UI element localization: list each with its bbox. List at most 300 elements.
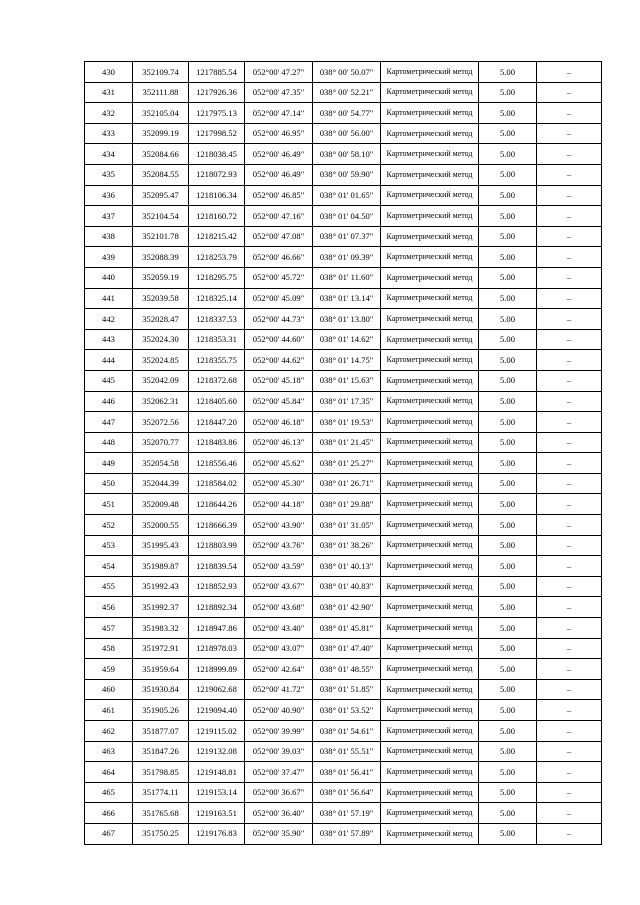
cell-x-coordinate: 351905.26 xyxy=(133,700,189,721)
cell-note: – xyxy=(537,329,602,350)
cell-point-number: 447 xyxy=(85,412,133,433)
table-row xyxy=(85,309,602,330)
cell-longitude: 038° 01' 54.61" xyxy=(313,721,381,742)
cell-x-coordinate: 352042.09 xyxy=(133,370,189,391)
table-row xyxy=(85,185,602,206)
cell-y-coordinate: 1218556.46 xyxy=(189,453,245,474)
cell-accuracy: 5.00 xyxy=(479,350,537,371)
cell-longitude: 038° 01' 15.63" xyxy=(313,370,381,391)
cell-method: Картометрический метод xyxy=(381,762,479,783)
cell-x-coordinate: 351847.26 xyxy=(133,741,189,762)
cell-note: – xyxy=(537,370,602,391)
cell-note: – xyxy=(537,164,602,185)
table-row xyxy=(85,103,602,124)
cell-longitude: 038° 00' 54.77" xyxy=(313,103,381,124)
cell-method: Картометрический метод xyxy=(381,453,479,474)
cell-note: – xyxy=(537,721,602,742)
cell-note: – xyxy=(537,679,602,700)
cell-accuracy: 5.00 xyxy=(479,679,537,700)
cell-y-coordinate: 1218038.45 xyxy=(189,144,245,165)
cell-latitude: 052°00' 46.85" xyxy=(245,185,313,206)
cell-accuracy: 5.00 xyxy=(479,638,537,659)
cell-accuracy: 5.00 xyxy=(479,226,537,247)
cell-x-coordinate: 352028.47 xyxy=(133,309,189,330)
cell-latitude: 052°00' 47.08" xyxy=(245,226,313,247)
cell-method: Картометрический метод xyxy=(381,679,479,700)
cell-accuracy: 5.00 xyxy=(479,329,537,350)
table-body xyxy=(85,62,602,845)
cell-x-coordinate: 351930.84 xyxy=(133,679,189,700)
cell-longitude: 038° 01' 29.88" xyxy=(313,494,381,515)
cell-accuracy: 5.00 xyxy=(479,103,537,124)
cell-note: – xyxy=(537,473,602,494)
cell-longitude: 038° 01' 19.53" xyxy=(313,412,381,433)
table-row xyxy=(85,62,602,83)
cell-longitude: 038° 01' 40.83" xyxy=(313,576,381,597)
cell-point-number: 446 xyxy=(85,391,133,412)
cell-method: Картометрический метод xyxy=(381,123,479,144)
cell-longitude: 038° 01' 09.39" xyxy=(313,247,381,268)
cell-method: Картометрический метод xyxy=(381,370,479,391)
cell-point-number: 436 xyxy=(85,185,133,206)
cell-note: – xyxy=(537,535,602,556)
cell-y-coordinate: 1218355.75 xyxy=(189,350,245,371)
cell-accuracy: 5.00 xyxy=(479,597,537,618)
cell-method: Картометрический метод xyxy=(381,309,479,330)
table-row xyxy=(85,123,602,144)
cell-method: Картометрический метод xyxy=(381,185,479,206)
cell-y-coordinate: 1218892.34 xyxy=(189,597,245,618)
cell-accuracy: 5.00 xyxy=(479,206,537,227)
table-row xyxy=(85,721,602,742)
cell-longitude: 038° 00' 58.10" xyxy=(313,144,381,165)
cell-y-coordinate: 1217998.52 xyxy=(189,123,245,144)
cell-point-number: 460 xyxy=(85,679,133,700)
cell-x-coordinate: 352072.56 xyxy=(133,412,189,433)
cell-accuracy: 5.00 xyxy=(479,164,537,185)
cell-point-number: 463 xyxy=(85,741,133,762)
table-row xyxy=(85,556,602,577)
cell-latitude: 052°00' 43.68" xyxy=(245,597,313,618)
cell-longitude: 038° 01' 11.60" xyxy=(313,267,381,288)
cell-longitude: 038° 01' 47.40" xyxy=(313,638,381,659)
cell-accuracy: 5.00 xyxy=(479,247,537,268)
table-row xyxy=(85,82,602,103)
cell-accuracy: 5.00 xyxy=(479,556,537,577)
cell-y-coordinate: 1217885.54 xyxy=(189,62,245,83)
cell-note: – xyxy=(537,391,602,412)
cell-note: – xyxy=(537,700,602,721)
cell-longitude: 038° 01' 14.75" xyxy=(313,350,381,371)
cell-method: Картометрический метод xyxy=(381,576,479,597)
cell-y-coordinate: 1218295.75 xyxy=(189,267,245,288)
cell-note: – xyxy=(537,618,602,639)
table-row xyxy=(85,391,602,412)
cell-longitude: 038° 01' 13.80" xyxy=(313,309,381,330)
cell-longitude: 038° 01' 26.71" xyxy=(313,473,381,494)
cell-latitude: 052°00' 39.99" xyxy=(245,721,313,742)
cell-method: Картометрический метод xyxy=(381,515,479,536)
cell-note: – xyxy=(537,803,602,824)
cell-latitude: 052°00' 47.35" xyxy=(245,82,313,103)
cell-accuracy: 5.00 xyxy=(479,576,537,597)
cell-latitude: 052°00' 39.03" xyxy=(245,741,313,762)
cell-x-coordinate: 352000.55 xyxy=(133,515,189,536)
cell-x-coordinate: 352039.58 xyxy=(133,288,189,309)
table-row xyxy=(85,329,602,350)
cell-method: Картометрический метод xyxy=(381,638,479,659)
cell-accuracy: 5.00 xyxy=(479,185,537,206)
cell-x-coordinate: 351774.11 xyxy=(133,782,189,803)
cell-accuracy: 5.00 xyxy=(479,309,537,330)
cell-y-coordinate: 1218483.86 xyxy=(189,432,245,453)
cell-latitude: 052°00' 44.62" xyxy=(245,350,313,371)
cell-accuracy: 5.00 xyxy=(479,62,537,83)
cell-accuracy: 5.00 xyxy=(479,412,537,433)
table-row xyxy=(85,350,602,371)
cell-accuracy: 5.00 xyxy=(479,618,537,639)
cell-latitude: 052°00' 45.18" xyxy=(245,370,313,391)
cell-point-number: 448 xyxy=(85,432,133,453)
table-row xyxy=(85,494,602,515)
cell-method: Картометрический метод xyxy=(381,288,479,309)
cell-note: – xyxy=(537,494,602,515)
cell-accuracy: 5.00 xyxy=(479,823,537,844)
cell-point-number: 456 xyxy=(85,597,133,618)
cell-point-number: 440 xyxy=(85,267,133,288)
cell-y-coordinate: 1219132.08 xyxy=(189,741,245,762)
cell-y-coordinate: 1218839.54 xyxy=(189,556,245,577)
cell-point-number: 461 xyxy=(85,700,133,721)
cell-longitude: 038° 01' 55.51" xyxy=(313,741,381,762)
cell-note: – xyxy=(537,453,602,474)
cell-x-coordinate: 352111.88 xyxy=(133,82,189,103)
table-row xyxy=(85,782,602,803)
cell-y-coordinate: 1219176.83 xyxy=(189,823,245,844)
cell-accuracy: 5.00 xyxy=(479,803,537,824)
cell-point-number: 449 xyxy=(85,453,133,474)
cell-y-coordinate: 1218947.86 xyxy=(189,618,245,639)
table-row xyxy=(85,267,602,288)
cell-accuracy: 5.00 xyxy=(479,741,537,762)
table-row xyxy=(85,679,602,700)
cell-x-coordinate: 351992.43 xyxy=(133,576,189,597)
cell-note: – xyxy=(537,103,602,124)
cell-point-number: 444 xyxy=(85,350,133,371)
cell-latitude: 052°00' 46.66" xyxy=(245,247,313,268)
cell-latitude: 052°00' 45.62" xyxy=(245,453,313,474)
table-row xyxy=(85,618,602,639)
cell-note: – xyxy=(537,782,602,803)
cell-note: – xyxy=(537,576,602,597)
cell-latitude: 052°00' 43.59" xyxy=(245,556,313,577)
cell-longitude: 038° 01' 42.90" xyxy=(313,597,381,618)
cell-longitude: 038° 00' 50.07" xyxy=(313,62,381,83)
cell-point-number: 464 xyxy=(85,762,133,783)
table-row xyxy=(85,535,602,556)
cell-x-coordinate: 352054.58 xyxy=(133,453,189,474)
cell-y-coordinate: 1219094.40 xyxy=(189,700,245,721)
table-row xyxy=(85,473,602,494)
cell-x-coordinate: 351983.32 xyxy=(133,618,189,639)
cell-accuracy: 5.00 xyxy=(479,432,537,453)
cell-x-coordinate: 351959.64 xyxy=(133,659,189,680)
cell-latitude: 052°00' 45.72" xyxy=(245,267,313,288)
table-row xyxy=(85,226,602,247)
cell-note: – xyxy=(537,741,602,762)
cell-method: Картометрический метод xyxy=(381,473,479,494)
cell-y-coordinate: 1217975.13 xyxy=(189,103,245,124)
cell-method: Картометрический метод xyxy=(381,103,479,124)
cell-point-number: 466 xyxy=(85,803,133,824)
cell-note: – xyxy=(537,288,602,309)
cell-y-coordinate: 1218253.79 xyxy=(189,247,245,268)
cell-x-coordinate: 352084.66 xyxy=(133,144,189,165)
cell-x-coordinate: 352009.48 xyxy=(133,494,189,515)
cell-x-coordinate: 351992.37 xyxy=(133,597,189,618)
cell-y-coordinate: 1219163.51 xyxy=(189,803,245,824)
cell-point-number: 442 xyxy=(85,309,133,330)
cell-point-number: 465 xyxy=(85,782,133,803)
cell-note: – xyxy=(537,185,602,206)
cell-method: Картометрический метод xyxy=(381,741,479,762)
cell-longitude: 038° 01' 21.45" xyxy=(313,432,381,453)
cell-latitude: 052°00' 40.90" xyxy=(245,700,313,721)
cell-accuracy: 5.00 xyxy=(479,494,537,515)
cell-y-coordinate: 1218405.60 xyxy=(189,391,245,412)
cell-note: – xyxy=(537,247,602,268)
cell-longitude: 038° 01' 25.27" xyxy=(313,453,381,474)
cell-latitude: 052°00' 43.67" xyxy=(245,576,313,597)
cell-longitude: 038° 01' 57.89" xyxy=(313,823,381,844)
cell-longitude: 038° 01' 56.64" xyxy=(313,782,381,803)
cell-y-coordinate: 1218978.03 xyxy=(189,638,245,659)
cell-accuracy: 5.00 xyxy=(479,659,537,680)
table-row xyxy=(85,432,602,453)
cell-y-coordinate: 1218584.02 xyxy=(189,473,245,494)
cell-note: – xyxy=(537,123,602,144)
cell-method: Картометрический метод xyxy=(381,803,479,824)
cell-y-coordinate: 1218372.68 xyxy=(189,370,245,391)
table-row xyxy=(85,638,602,659)
cell-y-coordinate: 1219153.14 xyxy=(189,782,245,803)
cell-point-number: 441 xyxy=(85,288,133,309)
cell-latitude: 052°00' 43.40" xyxy=(245,618,313,639)
cell-accuracy: 5.00 xyxy=(479,82,537,103)
cell-accuracy: 5.00 xyxy=(479,473,537,494)
cell-accuracy: 5.00 xyxy=(479,535,537,556)
cell-y-coordinate: 1218325.14 xyxy=(189,288,245,309)
cell-accuracy: 5.00 xyxy=(479,288,537,309)
cell-note: – xyxy=(537,762,602,783)
cell-x-coordinate: 351798.85 xyxy=(133,762,189,783)
cell-point-number: 431 xyxy=(85,82,133,103)
table-row xyxy=(85,164,602,185)
cell-method: Картометрический метод xyxy=(381,556,479,577)
table-row xyxy=(85,659,602,680)
cell-accuracy: 5.00 xyxy=(479,453,537,474)
cell-x-coordinate: 352070.77 xyxy=(133,432,189,453)
cell-x-coordinate: 352105.04 xyxy=(133,103,189,124)
cell-latitude: 052°00' 44.60" xyxy=(245,329,313,350)
cell-point-number: 430 xyxy=(85,62,133,83)
cell-accuracy: 5.00 xyxy=(479,144,537,165)
table-row xyxy=(85,700,602,721)
table-row xyxy=(85,597,602,618)
cell-accuracy: 5.00 xyxy=(479,762,537,783)
cell-latitude: 052°00' 36.67" xyxy=(245,782,313,803)
cell-latitude: 052°00' 43.07" xyxy=(245,638,313,659)
cell-y-coordinate: 1218803.99 xyxy=(189,535,245,556)
cell-latitude: 052°00' 44.73" xyxy=(245,309,313,330)
cell-y-coordinate: 1218644.26 xyxy=(189,494,245,515)
cell-latitude: 052°00' 43.76" xyxy=(245,535,313,556)
cell-y-coordinate: 1218852.93 xyxy=(189,576,245,597)
cell-accuracy: 5.00 xyxy=(479,515,537,536)
cell-note: – xyxy=(537,412,602,433)
cell-note: – xyxy=(537,432,602,453)
cell-y-coordinate: 1218215.42 xyxy=(189,226,245,247)
cell-y-coordinate: 1218072.93 xyxy=(189,164,245,185)
cell-point-number: 452 xyxy=(85,515,133,536)
cell-point-number: 434 xyxy=(85,144,133,165)
cell-method: Картометрический метод xyxy=(381,721,479,742)
cell-method: Картометрический метод xyxy=(381,659,479,680)
cell-latitude: 052°00' 43.90" xyxy=(245,515,313,536)
cell-longitude: 038° 01' 45.81" xyxy=(313,618,381,639)
cell-longitude: 038° 01' 40.13" xyxy=(313,556,381,577)
cell-method: Картометрический метод xyxy=(381,391,479,412)
cell-x-coordinate: 352024.30 xyxy=(133,329,189,350)
cell-longitude: 038° 01' 51.85" xyxy=(313,679,381,700)
cell-x-coordinate: 352084.55 xyxy=(133,164,189,185)
cell-method: Картометрический метод xyxy=(381,618,479,639)
cell-note: – xyxy=(537,309,602,330)
cell-x-coordinate: 352024.85 xyxy=(133,350,189,371)
cell-longitude: 038° 01' 53.52" xyxy=(313,700,381,721)
cell-latitude: 052°00' 46.18" xyxy=(245,412,313,433)
cell-latitude: 052°00' 45.84" xyxy=(245,391,313,412)
cell-method: Картометрический метод xyxy=(381,82,479,103)
cell-x-coordinate: 352104.54 xyxy=(133,206,189,227)
cell-latitude: 052°00' 47.27" xyxy=(245,62,313,83)
table-row xyxy=(85,803,602,824)
cell-note: – xyxy=(537,350,602,371)
cell-point-number: 454 xyxy=(85,556,133,577)
cell-x-coordinate: 352109.74 xyxy=(133,62,189,83)
cell-note: – xyxy=(537,82,602,103)
cell-x-coordinate: 351989.87 xyxy=(133,556,189,577)
cell-accuracy: 5.00 xyxy=(479,700,537,721)
cell-longitude: 038° 01' 04.50" xyxy=(313,206,381,227)
cell-point-number: 467 xyxy=(85,823,133,844)
cell-y-coordinate: 1219148.81 xyxy=(189,762,245,783)
cell-longitude: 038° 00' 56.00" xyxy=(313,123,381,144)
cell-x-coordinate: 351995.43 xyxy=(133,535,189,556)
cell-method: Картометрический метод xyxy=(381,226,479,247)
coordinates-table xyxy=(84,61,602,845)
cell-accuracy: 5.00 xyxy=(479,782,537,803)
cell-method: Картометрический метод xyxy=(381,782,479,803)
cell-y-coordinate: 1217926.36 xyxy=(189,82,245,103)
cell-y-coordinate: 1218106.34 xyxy=(189,185,245,206)
cell-longitude: 038° 00' 52.21" xyxy=(313,82,381,103)
cell-longitude: 038° 01' 38.26" xyxy=(313,535,381,556)
cell-method: Картометрический метод xyxy=(381,535,479,556)
cell-latitude: 052°00' 44.18" xyxy=(245,494,313,515)
cell-point-number: 433 xyxy=(85,123,133,144)
cell-method: Картометрический метод xyxy=(381,494,479,515)
cell-method: Картометрический метод xyxy=(381,144,479,165)
cell-latitude: 052°00' 42.64" xyxy=(245,659,313,680)
cell-x-coordinate: 352095.47 xyxy=(133,185,189,206)
cell-point-number: 432 xyxy=(85,103,133,124)
cell-method: Картометрический метод xyxy=(381,206,479,227)
cell-latitude: 052°00' 35.90" xyxy=(245,823,313,844)
cell-method: Картометрический метод xyxy=(381,823,479,844)
cell-point-number: 455 xyxy=(85,576,133,597)
cell-accuracy: 5.00 xyxy=(479,267,537,288)
cell-longitude: 038° 00' 59.90" xyxy=(313,164,381,185)
cell-y-coordinate: 1218160.72 xyxy=(189,206,245,227)
cell-note: – xyxy=(537,597,602,618)
cell-longitude: 038° 01' 14.62" xyxy=(313,329,381,350)
cell-method: Картометрический метод xyxy=(381,700,479,721)
table-row xyxy=(85,412,602,433)
cell-point-number: 453 xyxy=(85,535,133,556)
cell-y-coordinate: 1218999.89 xyxy=(189,659,245,680)
cell-longitude: 038° 01' 48.55" xyxy=(313,659,381,680)
cell-note: – xyxy=(537,823,602,844)
cell-note: – xyxy=(537,515,602,536)
cell-y-coordinate: 1218353.31 xyxy=(189,329,245,350)
cell-method: Картометрический метод xyxy=(381,267,479,288)
cell-note: – xyxy=(537,226,602,247)
cell-longitude: 038° 01' 17.35" xyxy=(313,391,381,412)
cell-note: – xyxy=(537,638,602,659)
cell-x-coordinate: 351972.91 xyxy=(133,638,189,659)
cell-latitude: 052°00' 45.09" xyxy=(245,288,313,309)
cell-longitude: 038° 01' 57.19" xyxy=(313,803,381,824)
cell-method: Картометрический метод xyxy=(381,247,479,268)
cell-method: Картометрический метод xyxy=(381,350,479,371)
cell-point-number: 443 xyxy=(85,329,133,350)
cell-accuracy: 5.00 xyxy=(479,721,537,742)
cell-note: – xyxy=(537,62,602,83)
cell-note: – xyxy=(537,659,602,680)
cell-x-coordinate: 352099.19 xyxy=(133,123,189,144)
table-row xyxy=(85,206,602,227)
table-row xyxy=(85,288,602,309)
cell-note: – xyxy=(537,267,602,288)
cell-x-coordinate: 352044.39 xyxy=(133,473,189,494)
cell-point-number: 457 xyxy=(85,618,133,639)
cell-method: Картометрический метод xyxy=(381,597,479,618)
cell-longitude: 038° 01' 07.37" xyxy=(313,226,381,247)
cell-x-coordinate: 352101.78 xyxy=(133,226,189,247)
cell-point-number: 450 xyxy=(85,473,133,494)
cell-method: Картометрический метод xyxy=(381,432,479,453)
cell-y-coordinate: 1219062.68 xyxy=(189,679,245,700)
cell-point-number: 462 xyxy=(85,721,133,742)
table-row xyxy=(85,515,602,536)
cell-method: Картометрический метод xyxy=(381,329,479,350)
table-row xyxy=(85,453,602,474)
cell-point-number: 435 xyxy=(85,164,133,185)
cell-x-coordinate: 351750.25 xyxy=(133,823,189,844)
cell-latitude: 052°00' 46.49" xyxy=(245,144,313,165)
cell-x-coordinate: 352088.39 xyxy=(133,247,189,268)
